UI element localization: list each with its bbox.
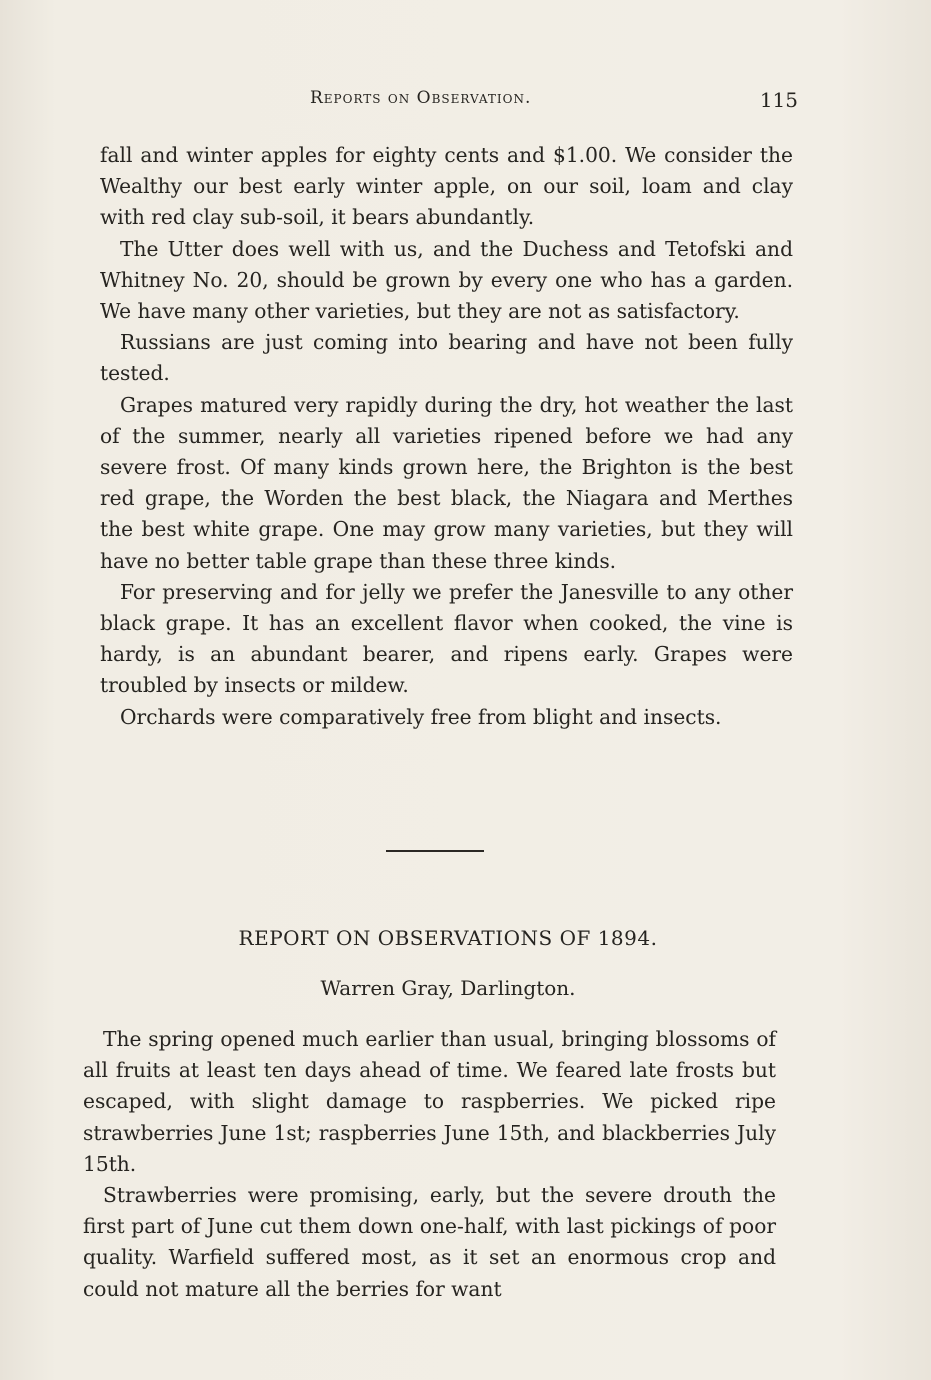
paragraph: The spring opened much earlier than usual, bringing blossoms of all fruits at least ten days ahead of time. We feared late frosts but escaped, with slight damage to raspberries. We picked ripe strawberries June 1st; raspberries June 15th, and blackberries July 15th. bbox=[83, 1027, 776, 1176]
report-text bbox=[83, 1024, 776, 1305]
paragraph: The Utter does well with us, and the Duchess and Tetofski and Whitney No. 20, should be grown by every one who has a garden. We have many other varieties, but they are not as satisfactory. bbox=[100, 236, 793, 324]
report-byline: Warren Gray, Darlington. bbox=[320, 976, 576, 1000]
section-divider bbox=[386, 850, 484, 852]
continued-report-text bbox=[100, 140, 793, 733]
paragraph: Russians are just coming into bearing and have not been fully tested. bbox=[100, 330, 793, 386]
page-number: 115 bbox=[759, 88, 798, 112]
paragraph: For preserving and for jelly we prefer the Janesville to any other black grape. It has an excellent flavor when cooked, the vine is hardy, is an abundant bearer, and ripens early. Grapes were troubled by insects or mildew. bbox=[100, 579, 793, 698]
report-title: REPORT ON OBSERVATIONS OF 1894. bbox=[238, 926, 658, 950]
running-head bbox=[100, 88, 800, 116]
paragraph: Grapes matured very rapidly during the dry, hot weather the last of the summer, nearly all varieties ripened before we had any severe frost. Of many kinds grown here, the Brighton is the best red grape, the Worden the best black, the Niagara and Merthes the best white grape. One may grow many varieties, but they will have no better table grape than these three kinds. bbox=[100, 392, 793, 573]
paragraph: Strawberries were promising, early, but the severe drouth the first part of June cut them down one-half, with last pickings of poor quality. Warfield suffered most, as it set an enormous crop and could not mature all the berries for want bbox=[83, 1183, 776, 1301]
paragraph: Orchards were comparatively free from blight and insects. bbox=[120, 704, 722, 729]
running-title: Reports on Observation. bbox=[310, 88, 532, 108]
paragraph: fall and winter apples for eighty cents and $1.00. We consider the Wealthy our best early winter apple, on our soil, loam and clay with red clay sub-soil, it bears abundantly. bbox=[100, 143, 793, 230]
